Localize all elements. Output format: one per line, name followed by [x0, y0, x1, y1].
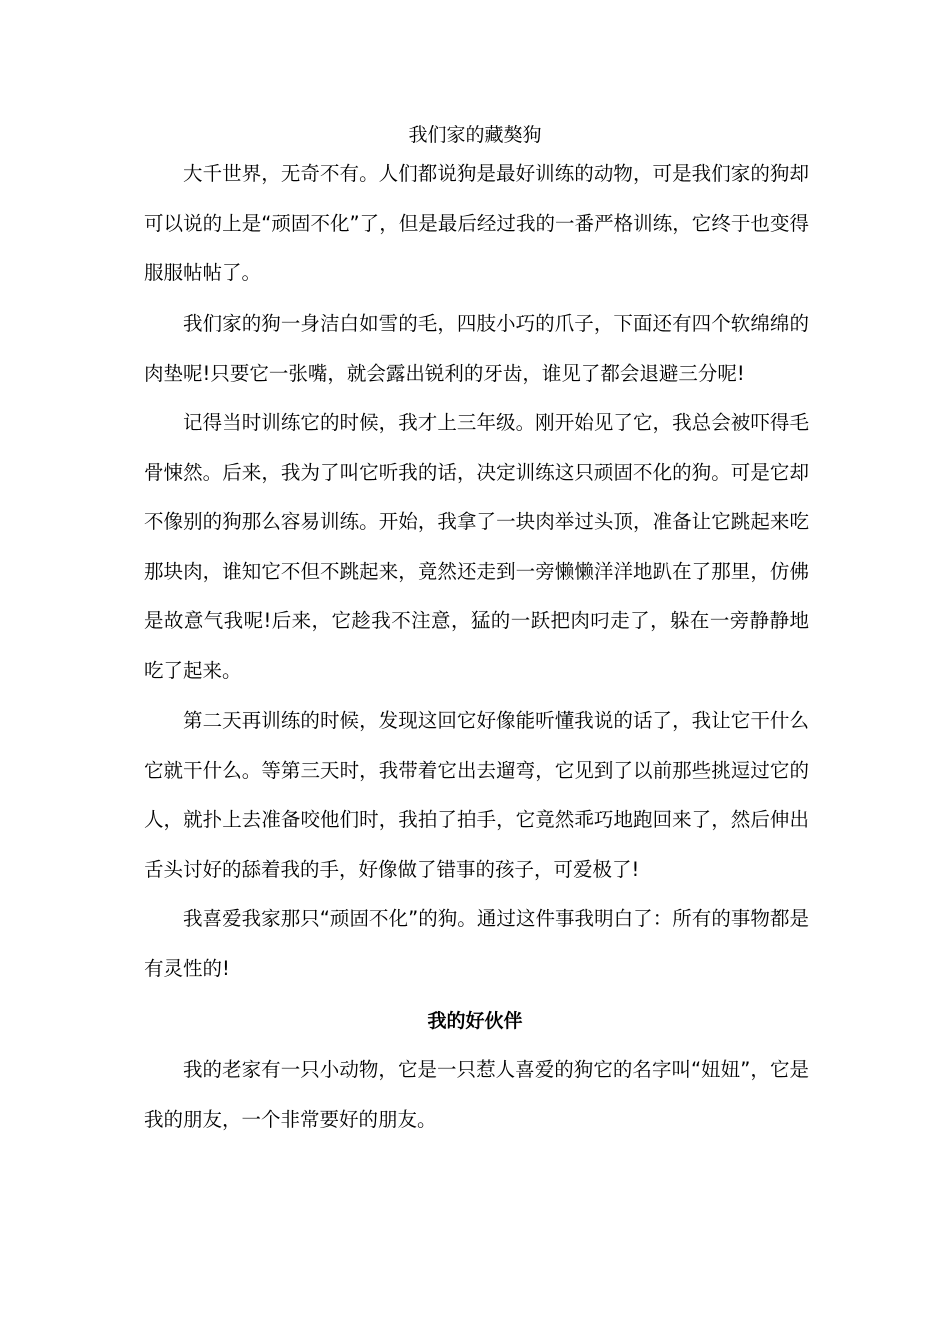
second-essay-title: 我的好伙伴 — [427, 1010, 523, 1032]
paragraph: 我们家的狗一身洁白如雪的毛，四肢小巧的爪子，下面还有四个软绵绵的肉垫呢!只要它一张嘴，就会露出锐利的牙齿，谁见了都会退避三分呢! — [144, 312, 809, 385]
paragraph: 记得当时训练它的时候，我才上三年级。刚开始见了它，我总会被吓得毛骨悚然。后来，我为了叫它听我的话，决定训练这只顽固不化的狗。可是它却不像别的狗那么容易训练。开始，我拿了一块肉举过头顶，准备让它跳起来吃那块肉，谁知它不但不跳起来，竟然还走到一旁懒懒洋洋地趴在了那里，仿佛是故意气我呢!后来，它趁我不注意，猛的一跃把肉叼走了，躲在一旁静静地吃了起来。 — [144, 411, 809, 682]
paragraph: 我喜爱我家那只“顽固不化”的狗。通过这件事我明白了：所有的事物都是有灵性的! — [144, 907, 809, 980]
paragraph: 第二天再训练的时候，发现这回它好像能听懂我说的话了，我让它干什么它就干什么。等第三天时，我带着它出去遛弯，它见到了以前那些挑逗过它的人，就扑上去准备咬他们时，我拍了拍手，它竟然乖巧地跑回来了，然后伸出舌头讨好的舔着我的手，好像做了错事的孩子，可爱极了! — [144, 709, 809, 881]
paragraph: 我的老家有一只小动物，它是一只惹人喜爱的狗它的名字叫“妞妞”，它是我的朋友，一个非常要好的朋友。 — [144, 1058, 809, 1131]
paragraph: 大千世界，无奇不有。人们都说狗是最好训练的动物，可是我们家的狗却可以说的上是“顽固不化”了，但是最后经过我的一番严格训练，它终于也变得服服帖帖了。 — [144, 162, 809, 285]
essay-title: 我们家的藏獒狗 — [408, 124, 542, 146]
